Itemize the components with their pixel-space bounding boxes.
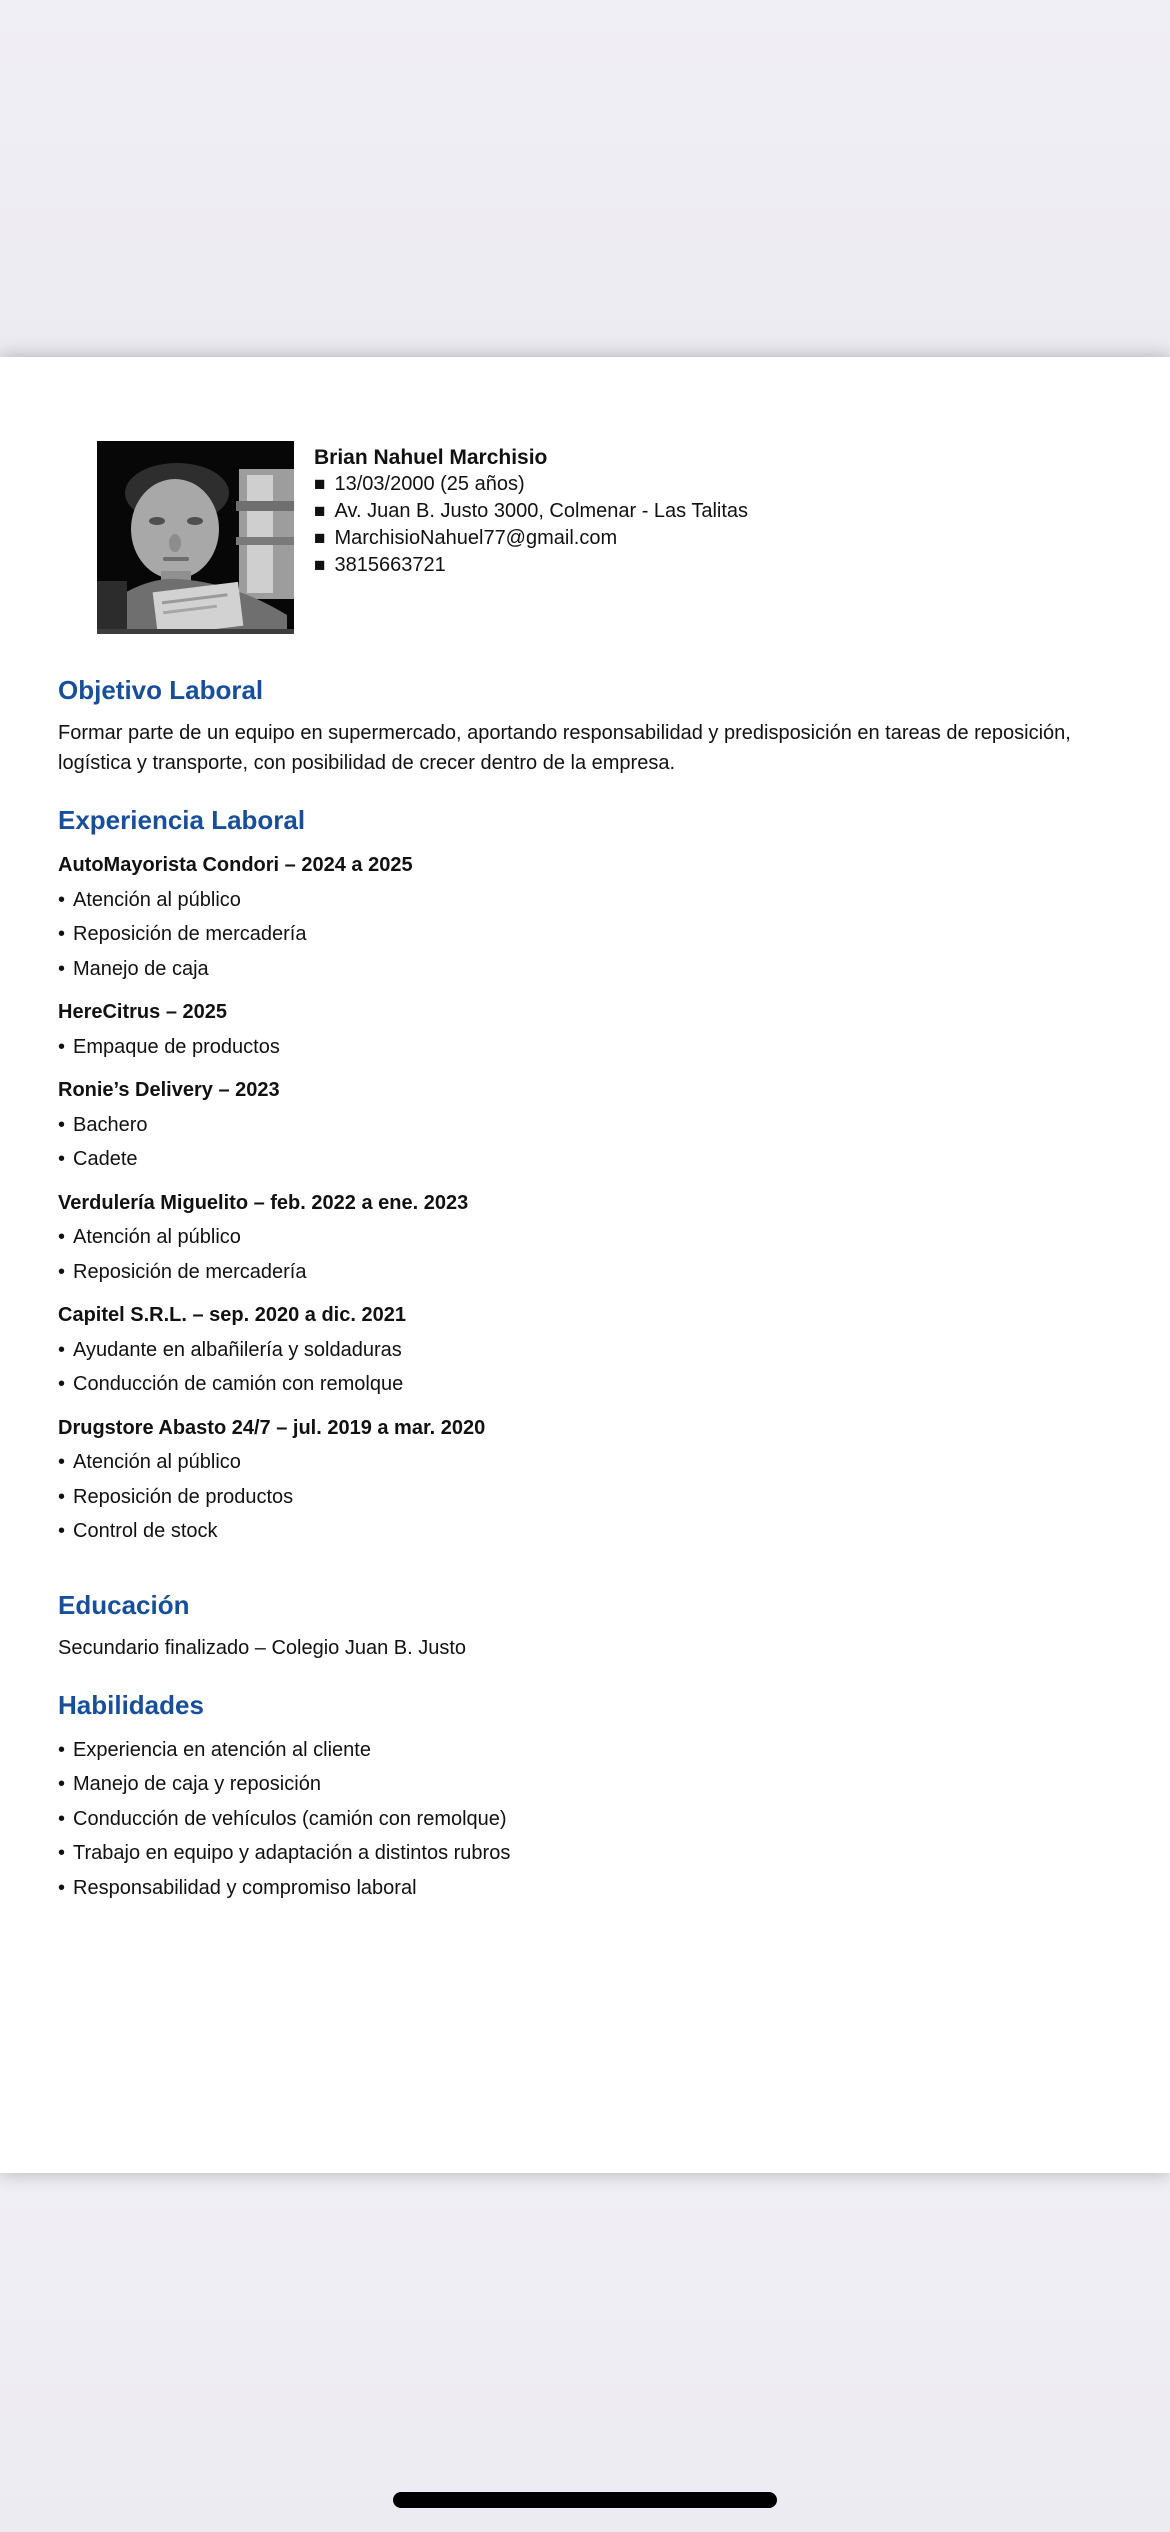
bottom-chrome-area [0,2173,1170,2532]
skill-item [58,1802,1112,1837]
profile-photo-image [97,441,294,634]
dot-bullet-icon: • [58,1035,66,1058]
dot-bullet-icon: • [58,1148,66,1170]
square-bullet-icon: ■ [314,555,326,576]
dot-bullet-icon: • [58,1338,66,1361]
bullet-item [58,1333,1112,1368]
job-bullets [58,1220,1112,1289]
contact-lines [314,471,748,579]
dot-bullet-icon: • [58,1773,66,1795]
skill-text: Trabajo en equipo y adaptación a distintos rubros [73,1842,511,1864]
home-indicator[interactable] [393,2492,777,2508]
bullet-item [58,883,1112,918]
resume-header [97,441,1112,634]
dot-bullet-icon: • [58,1226,66,1248]
dot-bullet-icon: • [58,1842,66,1864]
bullet-item [58,1030,1112,1065]
dot-bullet-icon: • [58,1738,66,1761]
contact-line [314,525,748,552]
skill-item [58,1767,1112,1802]
square-bullet-icon: ■ [314,528,326,549]
bullet-item [58,1220,1112,1255]
job-bullets [58,1445,1112,1549]
bullet-item [58,1255,1112,1290]
bullet-text: Reposición de productos [73,1485,294,1508]
skill-item [58,1733,1112,1768]
dot-bullet-icon: • [58,1260,66,1283]
profile-photo [97,441,294,634]
dot-bullet-icon: • [58,1807,66,1830]
bullet-text: Reposición de mercadería [73,923,307,945]
job-entry [58,1186,1112,1290]
dot-bullet-icon: • [58,1876,66,1899]
dot-bullet-icon: • [58,1520,66,1542]
skills-list [58,1733,1112,1906]
job-entry [58,1411,1112,1549]
bullet-text: Cadete [73,1148,138,1170]
job-title: HereCitrus – 2025 [58,1001,227,1023]
contact-text: Av. Juan B. Justo 3000, Colmenar - Las Talitas [334,500,749,522]
job-title: Verdulería Miguelito – feb. 2022 a ene. 2023 [58,1191,469,1214]
contact-text: MarchisioNahuel77@gmail.com [334,527,618,549]
contact-line [314,471,748,498]
document-page[interactable] [0,357,1170,2173]
dot-bullet-icon: • [58,1373,66,1395]
experience-jobs [58,848,1112,1549]
job-entry [58,1298,1112,1402]
job-entry [58,995,1112,1064]
job-entry [58,1073,1112,1177]
job-bullets [58,1108,1112,1177]
bullet-text: Atención al público [73,1226,241,1248]
section-heading-experiencia: Experiencia Laboral [58,805,306,835]
bullet-text: Atención al público [73,1451,241,1473]
contact-line [314,552,748,579]
skill-item [58,1871,1112,1906]
square-bullet-icon: ■ [314,474,326,495]
bullet-item [58,1367,1112,1402]
dot-bullet-icon: • [58,1113,66,1136]
contact-line [314,498,748,525]
bullet-text: Atención al público [73,888,241,911]
dot-bullet-icon: • [58,1485,66,1508]
bullet-item [58,1514,1112,1549]
dot-bullet-icon: • [58,957,66,980]
bullet-item [58,1108,1112,1143]
bullet-item [58,917,1112,952]
skill-text: Responsabilidad y compromiso laboral [73,1876,417,1899]
bullet-text: Empaque de productos [73,1035,280,1058]
bullet-item [58,1445,1112,1480]
job-entry [58,848,1112,986]
bullet-text: Conducción de camión con remolque [73,1373,404,1395]
bullet-text: Ayudante en albañilería y soldaduras [73,1338,402,1361]
section-heading-educacion: Educación [58,1589,190,1620]
bullet-text: Manejo de caja [73,957,209,980]
section-heading-habilidades: Habilidades [58,1689,204,1720]
skill-text: Experiencia en atención al cliente [73,1738,371,1761]
skill-text: Manejo de caja y reposición [73,1773,321,1795]
contact-text: 3815663721 [334,554,446,576]
section-heading-objetivo: Objetivo Laboral [58,675,264,705]
bullet-text: Bachero [73,1113,148,1136]
bullet-item [58,1142,1112,1177]
job-bullets [58,1333,1112,1402]
top-chrome-area [0,0,1170,357]
job-title: Capitel S.R.L. – sep. 2020 a dic. 2021 [58,1304,406,1326]
job-title: AutoMayorista Condori – 2024 a 2025 [58,854,413,876]
bullet-item [58,1480,1112,1515]
dot-bullet-icon: • [58,923,66,945]
dot-bullet-icon: • [58,888,66,911]
contact-info-block [314,441,748,634]
square-bullet-icon: ■ [314,501,326,522]
dot-bullet-icon: • [58,1451,66,1473]
job-title: Ronie’s Delivery – 2023 [58,1079,280,1101]
education-text: Secundario finalizado – Colegio Juan B. Justo [58,1636,467,1659]
job-bullets [58,883,1112,987]
job-title: Drugstore Abasto 24/7 – jul. 2019 a mar. 2020 [58,1416,486,1439]
bullet-item [58,952,1112,987]
objective-text: Formar parte de un equipo en supermercado, aportando responsabilidad y predisposición en tareas de reposición, logística y transporte, con posibilidad de crecer dentro de la empresa. [58,722,1071,774]
person-name: Brian Nahuel Marchisio [314,446,548,469]
bullet-text: Control de stock [73,1520,218,1542]
bullet-text: Reposición de mercadería [73,1260,307,1283]
job-bullets [58,1030,1112,1065]
skill-text: Conducción de vehículos (camión con remolque) [73,1807,507,1830]
skill-item [58,1836,1112,1871]
contact-text: 13/03/2000 (25 años) [334,473,525,495]
